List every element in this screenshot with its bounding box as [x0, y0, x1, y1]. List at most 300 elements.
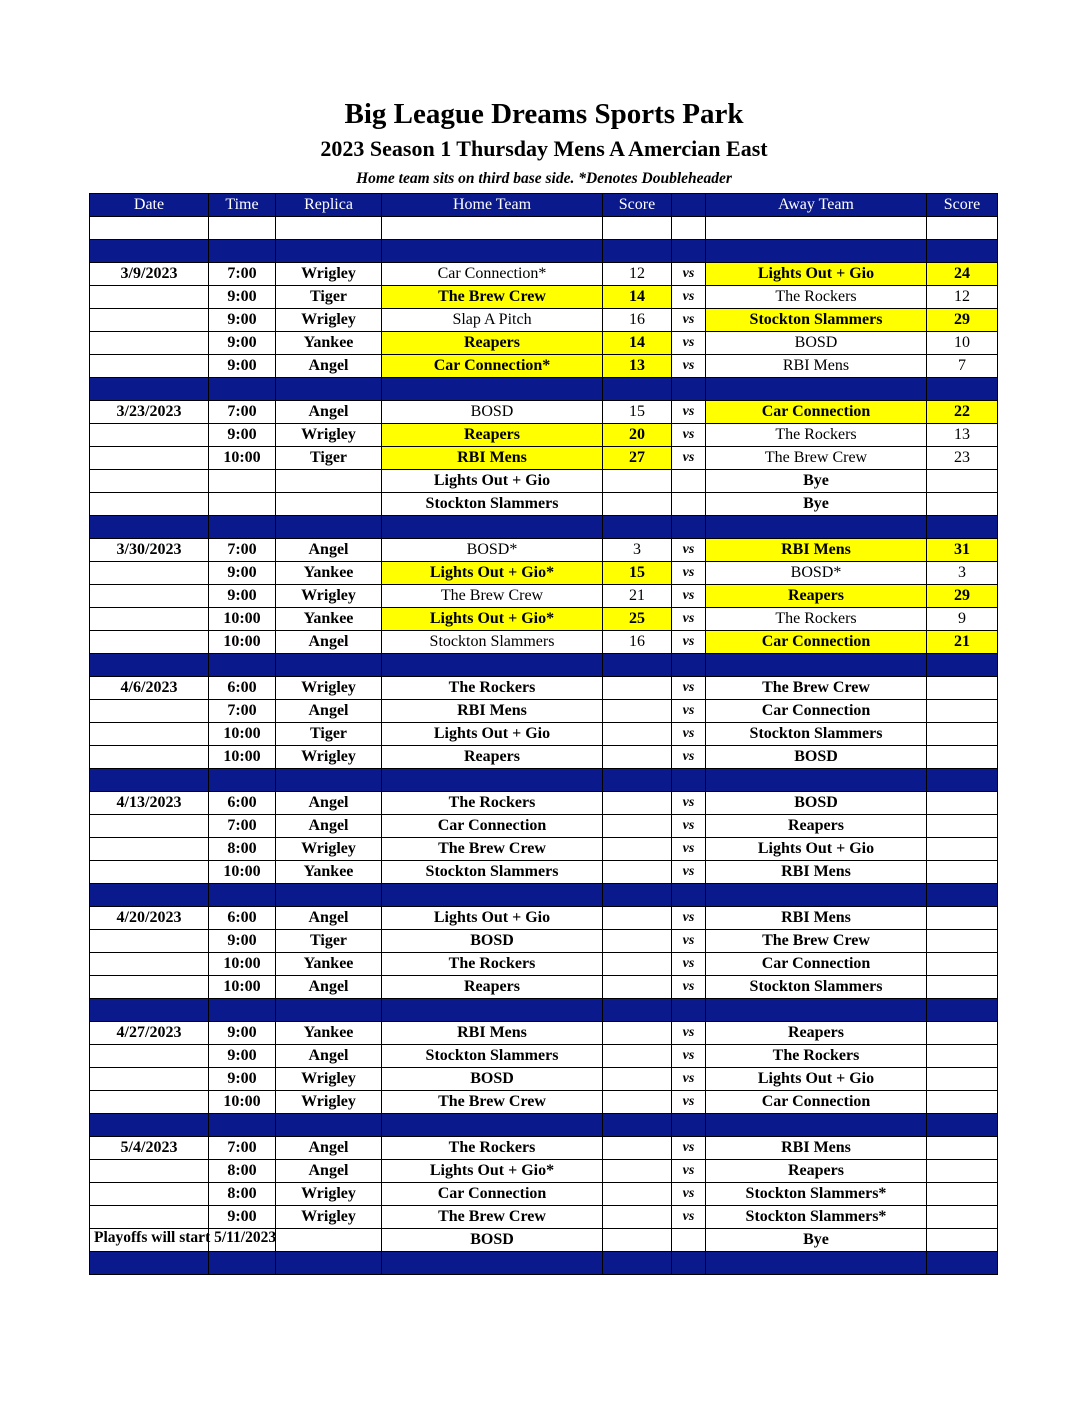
time-cell: 10:00 — [209, 723, 276, 746]
vs-cell: vs — [672, 539, 706, 562]
separator-cell — [276, 884, 382, 907]
replica-cell: Tiger — [276, 447, 382, 470]
date-cell: 4/6/2023 — [90, 677, 209, 700]
separator-cell — [603, 1252, 672, 1275]
time-cell: 10:00 — [209, 746, 276, 769]
home-score-cell — [603, 907, 672, 930]
separator-cell — [706, 654, 927, 677]
away-score-cell: 12 — [927, 286, 998, 309]
away-team-cell: BOSD — [706, 746, 927, 769]
time-cell: 9:00 — [209, 424, 276, 447]
date-cell — [90, 861, 209, 884]
schedule-table — [89, 193, 998, 1275]
vs-cell: vs — [672, 792, 706, 815]
away-score-cell — [927, 861, 998, 884]
away-score-cell — [927, 1229, 998, 1252]
game-row — [90, 1022, 998, 1045]
separator-cell — [90, 378, 209, 401]
away-score-cell: 24 — [927, 263, 998, 286]
away-score-cell: 9 — [927, 608, 998, 631]
page-title: Big League Dreams Sports Park — [344, 98, 744, 130]
replica-cell: Tiger — [276, 286, 382, 309]
time-cell: 7:00 — [209, 401, 276, 424]
date-cell — [90, 562, 209, 585]
separator-cell — [382, 240, 603, 263]
separator-cell — [276, 769, 382, 792]
separator-cell — [603, 654, 672, 677]
away-score-cell — [927, 1183, 998, 1206]
home-team-cell: BOSD — [382, 1068, 603, 1091]
home-score-cell: 14 — [603, 286, 672, 309]
away-team-cell: Car Connection — [706, 1091, 927, 1114]
home-score-cell — [603, 1160, 672, 1183]
vs-cell: vs — [672, 631, 706, 654]
game-row — [90, 1183, 998, 1206]
away-team-cell: The Rockers — [706, 286, 927, 309]
replica-cell: Tiger — [276, 723, 382, 746]
home-team-cell: Lights Out + Gio* — [382, 608, 603, 631]
replica-cell: Yankee — [276, 562, 382, 585]
separator-cell — [603, 516, 672, 539]
time-cell: 10:00 — [209, 631, 276, 654]
separator-cell — [672, 1252, 706, 1275]
separator-row — [90, 1252, 998, 1275]
replica-cell — [276, 470, 382, 493]
game-row — [90, 907, 998, 930]
game-row — [90, 723, 998, 746]
home-team-cell: The Brew Crew — [382, 585, 603, 608]
separator-row — [90, 999, 998, 1022]
separator-cell — [90, 654, 209, 677]
game-row — [90, 815, 998, 838]
separator-cell — [672, 240, 706, 263]
home-score-cell: 20 — [603, 424, 672, 447]
date-cell — [90, 447, 209, 470]
date-cell: 3/30/2023 — [90, 539, 209, 562]
home-team-cell: Reapers — [382, 332, 603, 355]
col-header-date: Date — [90, 194, 209, 217]
time-cell: 9:00 — [209, 1206, 276, 1229]
replica-cell: Angel — [276, 976, 382, 999]
date-cell: 3/23/2023 — [90, 401, 209, 424]
home-score-cell — [603, 1022, 672, 1045]
separator-cell — [276, 240, 382, 263]
separator-cell — [209, 884, 276, 907]
blank-cell — [603, 217, 672, 240]
game-row — [90, 286, 998, 309]
vs-cell: vs — [672, 815, 706, 838]
away-score-cell — [927, 1206, 998, 1229]
vs-cell: vs — [672, 1091, 706, 1114]
away-score-cell: 29 — [927, 585, 998, 608]
away-team-cell: Reapers — [706, 1022, 927, 1045]
date-cell — [90, 332, 209, 355]
separator-row — [90, 240, 998, 263]
separator-cell — [706, 1114, 927, 1137]
away-team-cell: Stockton Slammers — [706, 976, 927, 999]
separator-cell — [90, 999, 209, 1022]
separator-cell — [672, 654, 706, 677]
replica-cell: Angel — [276, 700, 382, 723]
separator-cell — [706, 516, 927, 539]
separator-cell — [603, 769, 672, 792]
home-score-cell: 15 — [603, 401, 672, 424]
time-cell: 6:00 — [209, 907, 276, 930]
separator-cell — [382, 999, 603, 1022]
home-score-cell: 16 — [603, 631, 672, 654]
home-team-cell: Stockton Slammers — [382, 631, 603, 654]
home-score-cell: 13 — [603, 355, 672, 378]
away-score-cell — [927, 953, 998, 976]
replica-cell: Wrigley — [276, 1206, 382, 1229]
vs-cell: vs — [672, 1068, 706, 1091]
game-row — [90, 424, 998, 447]
home-score-cell — [603, 1045, 672, 1068]
separator-cell — [209, 1114, 276, 1137]
replica-cell: Angel — [276, 539, 382, 562]
separator-cell — [90, 1114, 209, 1137]
vs-cell: vs — [672, 1022, 706, 1045]
home-score-cell: 25 — [603, 608, 672, 631]
game-row — [90, 1045, 998, 1068]
separator-row — [90, 1114, 998, 1137]
vs-cell: vs — [672, 608, 706, 631]
game-row — [90, 1160, 998, 1183]
game-row — [90, 401, 998, 424]
separator-cell — [382, 378, 603, 401]
vs-cell: vs — [672, 700, 706, 723]
away-team-cell: BOSD — [706, 792, 927, 815]
replica-cell: Wrigley — [276, 263, 382, 286]
separator-cell — [672, 378, 706, 401]
separator-cell — [603, 999, 672, 1022]
time-cell: 7:00 — [209, 815, 276, 838]
away-team-cell: Lights Out + Gio — [706, 263, 927, 286]
time-cell: 9:00 — [209, 332, 276, 355]
away-team-cell: Reapers — [706, 815, 927, 838]
separator-cell — [927, 769, 998, 792]
date-cell — [90, 1068, 209, 1091]
replica-cell: Angel — [276, 907, 382, 930]
away-team-cell: The Rockers — [706, 424, 927, 447]
away-score-cell — [927, 1045, 998, 1068]
vs-cell: vs — [672, 861, 706, 884]
separator-cell — [382, 654, 603, 677]
date-cell — [90, 976, 209, 999]
time-cell: 10:00 — [209, 953, 276, 976]
separator-cell — [209, 654, 276, 677]
time-cell: 9:00 — [209, 1068, 276, 1091]
away-team-cell: Bye — [706, 1229, 927, 1252]
col-header-away-score: Score — [927, 194, 998, 217]
away-team-cell: Bye — [706, 493, 927, 516]
home-score-cell — [603, 815, 672, 838]
home-score-cell — [603, 792, 672, 815]
home-score-cell: 16 — [603, 309, 672, 332]
time-cell: 9:00 — [209, 930, 276, 953]
separator-cell — [382, 769, 603, 792]
home-team-cell: BOSD — [382, 401, 603, 424]
date-cell: 3/9/2023 — [90, 263, 209, 286]
replica-cell: Wrigley — [276, 1068, 382, 1091]
away-score-cell — [927, 1091, 998, 1114]
game-row — [90, 355, 998, 378]
away-score-cell — [927, 746, 998, 769]
date-cell — [90, 1183, 209, 1206]
home-team-cell: Stockton Slammers — [382, 1045, 603, 1068]
home-score-cell — [603, 1229, 672, 1252]
home-team-cell: Car Connection — [382, 1183, 603, 1206]
schedule-note: Home team sits on third base side. *Denotes Doubleheader — [356, 170, 732, 187]
time-cell: 9:00 — [209, 286, 276, 309]
game-row — [90, 309, 998, 332]
home-team-cell: RBI Mens — [382, 1022, 603, 1045]
replica-cell: Wrigley — [276, 1091, 382, 1114]
separator-cell — [927, 1114, 998, 1137]
game-row — [90, 1068, 998, 1091]
home-score-cell — [603, 1137, 672, 1160]
separator-cell — [276, 516, 382, 539]
time-cell — [209, 470, 276, 493]
date-cell: 4/13/2023 — [90, 792, 209, 815]
home-team-cell: Car Connection — [382, 815, 603, 838]
home-team-cell: The Brew Crew — [382, 838, 603, 861]
vs-cell: vs — [672, 746, 706, 769]
separator-cell — [927, 999, 998, 1022]
vs-cell: vs — [672, 930, 706, 953]
home-team-cell: Lights Out + Gio* — [382, 1160, 603, 1183]
away-team-cell: Car Connection — [706, 631, 927, 654]
replica-cell: Wrigley — [276, 1183, 382, 1206]
time-cell: 7:00 — [209, 1137, 276, 1160]
separator-cell — [90, 884, 209, 907]
away-score-cell: 3 — [927, 562, 998, 585]
time-cell: 7:00 — [209, 263, 276, 286]
game-row — [90, 976, 998, 999]
blank-cell — [90, 217, 209, 240]
home-team-cell: RBI Mens — [382, 700, 603, 723]
away-score-cell — [927, 723, 998, 746]
col-header-home-team: Home Team — [382, 194, 603, 217]
away-team-cell: Stockton Slammers — [706, 723, 927, 746]
away-team-cell: Reapers — [706, 585, 927, 608]
time-cell: 7:00 — [209, 700, 276, 723]
away-team-cell: BOSD — [706, 332, 927, 355]
away-team-cell: RBI Mens — [706, 539, 927, 562]
replica-cell: Yankee — [276, 1022, 382, 1045]
vs-cell: vs — [672, 1160, 706, 1183]
date-cell — [90, 815, 209, 838]
vs-cell: vs — [672, 263, 706, 286]
away-score-cell: 10 — [927, 332, 998, 355]
away-score-cell — [927, 1068, 998, 1091]
time-cell: 8:00 — [209, 838, 276, 861]
home-score-cell: 3 — [603, 539, 672, 562]
game-row — [90, 1091, 998, 1114]
replica-cell: Angel — [276, 631, 382, 654]
table-header-row — [90, 194, 998, 217]
away-score-cell — [927, 700, 998, 723]
date-cell: 4/20/2023 — [90, 907, 209, 930]
separator-row — [90, 516, 998, 539]
home-team-cell: Stockton Slammers — [382, 493, 603, 516]
game-row — [90, 332, 998, 355]
game-row — [90, 1137, 998, 1160]
separator-cell — [706, 378, 927, 401]
away-score-cell — [927, 976, 998, 999]
date-cell — [90, 930, 209, 953]
vs-cell: vs — [672, 424, 706, 447]
away-score-cell: 31 — [927, 539, 998, 562]
replica-cell: Angel — [276, 792, 382, 815]
page-subtitle: 2023 Season 1 Thursday Mens A Amercian East — [320, 136, 768, 161]
replica-cell: Wrigley — [276, 838, 382, 861]
game-row — [90, 838, 998, 861]
home-team-cell: The Rockers — [382, 792, 603, 815]
date-cell — [90, 424, 209, 447]
home-team-cell: Reapers — [382, 976, 603, 999]
home-team-cell: RBI Mens — [382, 447, 603, 470]
replica-cell: Wrigley — [276, 677, 382, 700]
date-cell — [90, 608, 209, 631]
home-team-cell: Lights Out + Gio — [382, 470, 603, 493]
separator-cell — [382, 1114, 603, 1137]
home-team-cell: The Rockers — [382, 953, 603, 976]
away-score-cell: 23 — [927, 447, 998, 470]
away-team-cell: Lights Out + Gio — [706, 838, 927, 861]
away-score-cell — [927, 1022, 998, 1045]
blank-row — [90, 217, 998, 240]
home-score-cell — [603, 976, 672, 999]
game-row — [90, 585, 998, 608]
game-row — [90, 263, 998, 286]
home-score-cell — [603, 861, 672, 884]
col-header-time: Time — [209, 194, 276, 217]
away-score-cell: 13 — [927, 424, 998, 447]
separator-cell — [603, 1114, 672, 1137]
blank-cell — [276, 217, 382, 240]
replica-cell: Angel — [276, 355, 382, 378]
separator-cell — [672, 769, 706, 792]
replica-cell: Angel — [276, 815, 382, 838]
home-score-cell: 15 — [603, 562, 672, 585]
vs-cell: vs — [672, 401, 706, 424]
separator-row — [90, 378, 998, 401]
separator-cell — [209, 240, 276, 263]
away-score-cell — [927, 815, 998, 838]
away-team-cell: The Rockers — [706, 608, 927, 631]
date-cell — [90, 1206, 209, 1229]
game-row — [90, 470, 998, 493]
home-score-cell — [603, 1206, 672, 1229]
home-score-cell — [603, 470, 672, 493]
vs-cell: vs — [672, 562, 706, 585]
away-score-cell: 29 — [927, 309, 998, 332]
game-row — [90, 493, 998, 516]
home-team-cell: The Rockers — [382, 677, 603, 700]
vs-cell: vs — [672, 907, 706, 930]
home-team-cell: Stockton Slammers — [382, 861, 603, 884]
home-team-cell: BOSD — [382, 1229, 603, 1252]
date-cell — [90, 286, 209, 309]
replica-cell: Yankee — [276, 332, 382, 355]
date-cell — [90, 309, 209, 332]
game-row — [90, 1206, 998, 1229]
separator-cell — [927, 654, 998, 677]
game-row — [90, 447, 998, 470]
game-row — [90, 953, 998, 976]
time-cell — [209, 493, 276, 516]
away-team-cell: The Rockers — [706, 1045, 927, 1068]
col-header-away-team: Away Team — [706, 194, 927, 217]
home-team-cell: Lights Out + Gio* — [382, 562, 603, 585]
game-row — [90, 608, 998, 631]
replica-cell: Wrigley — [276, 746, 382, 769]
col-header-home-score: Score — [603, 194, 672, 217]
away-score-cell — [927, 792, 998, 815]
separator-cell — [276, 654, 382, 677]
vs-cell: vs — [672, 585, 706, 608]
vs-cell: vs — [672, 1183, 706, 1206]
away-team-cell: RBI Mens — [706, 355, 927, 378]
vs-cell: vs — [672, 1206, 706, 1229]
vs-cell: vs — [672, 838, 706, 861]
separator-row — [90, 654, 998, 677]
date-cell — [90, 953, 209, 976]
date-cell — [90, 355, 209, 378]
separator-cell — [603, 378, 672, 401]
vs-cell: vs — [672, 286, 706, 309]
separator-cell — [706, 1252, 927, 1275]
home-score-cell: 12 — [603, 263, 672, 286]
away-team-cell: Car Connection — [706, 953, 927, 976]
separator-cell — [672, 884, 706, 907]
vs-cell: vs — [672, 976, 706, 999]
separator-cell — [603, 240, 672, 263]
col-header-vs — [672, 194, 706, 217]
vs-cell: vs — [672, 1137, 706, 1160]
away-score-cell — [927, 493, 998, 516]
away-score-cell — [927, 1137, 998, 1160]
separator-cell — [927, 240, 998, 263]
separator-cell — [672, 516, 706, 539]
away-team-cell: The Brew Crew — [706, 677, 927, 700]
vs-cell: vs — [672, 677, 706, 700]
time-cell: 6:00 — [209, 792, 276, 815]
blank-cell — [672, 217, 706, 240]
game-row — [90, 930, 998, 953]
replica-cell: Wrigley — [276, 585, 382, 608]
game-row — [90, 631, 998, 654]
away-team-cell: RBI Mens — [706, 1137, 927, 1160]
separator-cell — [90, 1252, 209, 1275]
time-cell: 9:00 — [209, 1022, 276, 1045]
home-team-cell: The Rockers — [382, 1137, 603, 1160]
replica-cell: Tiger — [276, 930, 382, 953]
separator-cell — [209, 769, 276, 792]
home-team-cell: Car Connection* — [382, 355, 603, 378]
separator-cell — [90, 516, 209, 539]
home-team-cell: Reapers — [382, 424, 603, 447]
away-team-cell: Car Connection — [706, 700, 927, 723]
away-team-cell: RBI Mens — [706, 907, 927, 930]
time-cell: 10:00 — [209, 861, 276, 884]
away-team-cell: Bye — [706, 470, 927, 493]
replica-cell: Yankee — [276, 953, 382, 976]
away-score-cell — [927, 1160, 998, 1183]
game-row — [90, 562, 998, 585]
separator-cell — [706, 240, 927, 263]
